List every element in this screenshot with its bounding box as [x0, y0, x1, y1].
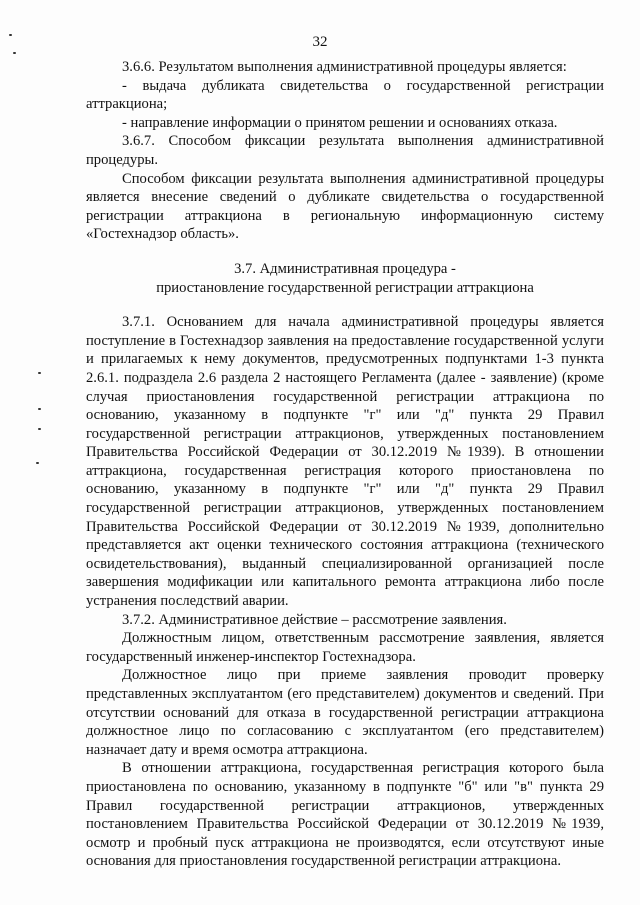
- paragraph-3-6-6: 3.6.6. Результатом выполнения административной процедуры является:: [122, 59, 567, 75]
- section-heading-line2: приостановление государственной регистрации аттракциона: [156, 279, 534, 296]
- scan-speck: [36, 462, 39, 464]
- paragraph-3-7-2-inspection: В отношении аттракциона, государственная регистрация которого была приостановлена по основанию, указанному в подпункте "б" или "в" пункта 29 Правил государственной регистрации аттракционов, утвержденных постановлением Правительства Российской Федерации от 30.12.2019 №1939, осмотр и пробный пуск аттракциона не производятся, если отсутствуют иные основания для приостановления государственной регистрации аттракциона.: [86, 760, 604, 870]
- paragraph-3-6-7-body: Способом фиксации результата выполнения административной процедуры является внесение сведений о дубликате свидетельства о государственной регистрации аттракциона в региональную информационную систему «Гостехнадзор область».: [86, 170, 604, 243]
- page-number: 32: [312, 34, 328, 50]
- paragraph-3-7-2-check: Должностное лицо при приеме заявления проводит проверку представленных эксплуатантом (его представителем) документов и сведений. При отсутствии оснований для отказа в государственной регистрации аттракциона должностное лицо по согласованию с эксплуатантом (его представителем) назначает дату и время осмотра аттракциона.: [86, 667, 604, 758]
- scan-speck: [38, 408, 41, 410]
- paragraph-3-6-7: 3.6.7. Способом фиксации результата выполнения административной процедуры.: [86, 133, 604, 168]
- scan-speck: [13, 52, 16, 54]
- paragraph-3-7-2-responsible: Должностным лицом, ответственным рассмотрение заявления, является государственный инженер-инспектор Гостехнадзора.: [86, 630, 604, 665]
- section-heading-line1: 3.7. Административная процедура -: [234, 260, 456, 277]
- section-heading-3-7: [86, 260, 604, 297]
- document-body: [86, 58, 604, 871]
- scan-speck: [38, 428, 41, 430]
- paragraph-3-7-2: 3.7.2. Административное действие – рассмотрение заявления.: [122, 611, 507, 628]
- list-item-refusal-info: - направление информации о принятом решении и основаниях отказа.: [122, 114, 558, 131]
- scan-speck: [38, 372, 41, 374]
- list-item-duplicate-issue: - выдача дубликата свидетельства о государственной регистрации аттракциона;: [86, 77, 604, 113]
- paragraph-3-7-1: 3.7.1. Основанием для начала административной процедуры является поступление в Гостехнадзор заявления на предоставление государственной услуги и прилагаемых к нему документов, предусмотренных подпунктами 1-3 пункта 2.6.1. подраздела 2.6 раздела 2 настоящего Регламента (далее - заявление) (кроме случая приостановления государственной регистрации аттракциона по основанию, указанному в подпункте "г" или "д" пункта 29 Правил государственной регистрации аттракционов, утвержденных постановлением Правительства Российской Федерации от 30.12.2019 №1939). В отношении аттракциона, государственная регистрация которого приостановлена по основанию, указанному в подпункте "г" или "д" пункта 29 Правил государственной регистрации аттракционов, утвержденных постановлением Правительства Российской Федерации от 30.12.2019 №1939, дополнительно представляется акт оценки технического состояния аттракциона (технического освидетельствования), выданный специализированной организацией после завершения модификации или капитального ремонта аттракциона либо после устранения последствий аварии.: [86, 314, 604, 610]
